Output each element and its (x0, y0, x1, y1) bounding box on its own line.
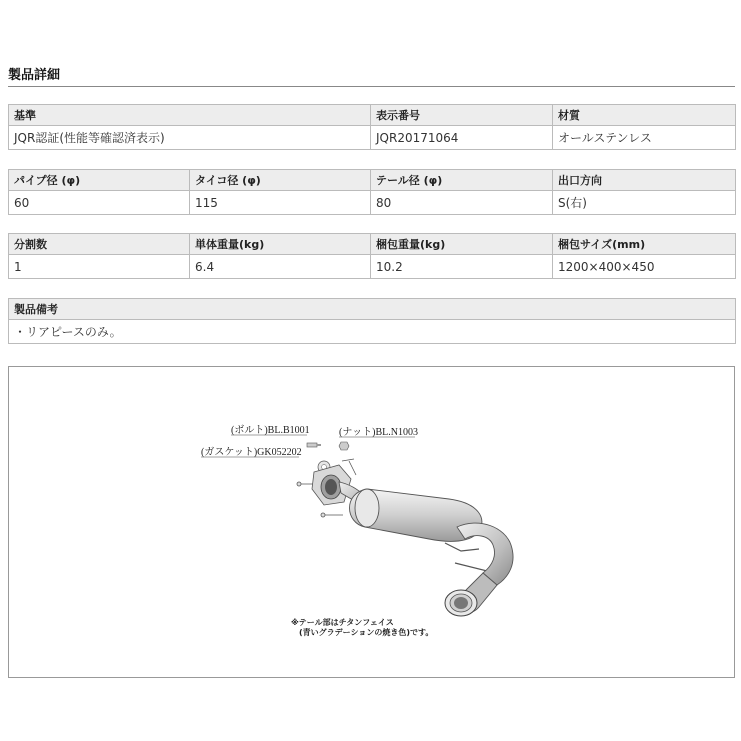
title-divider (8, 86, 735, 87)
page-title: 製品詳細 (8, 68, 61, 83)
bolt-part-icon (307, 443, 321, 447)
spec-table-standard (8, 104, 736, 150)
note-line-1: ※テール部はチタンフェイス (291, 618, 394, 627)
header-pieces: 分割数 (9, 234, 190, 255)
header-standard: 基準 (9, 105, 371, 126)
note-line-2: (青いグラデーションの焼き色)です。 (299, 628, 434, 637)
label-nut: (ナット)BL.N1003 (339, 427, 418, 438)
value-remarks: ・リアピースのみ。 (9, 320, 736, 344)
value-display-number: JQR20171064 (371, 126, 553, 150)
header-packed-weight: 梱包重量(kg) (371, 234, 553, 255)
header-package-size: 梱包サイズ(mm) (553, 234, 736, 255)
value-exit-direction: S(右) (553, 191, 736, 215)
value-muffler-diameter: 115 (190, 191, 371, 215)
value-packed-weight: 10.2 (371, 255, 553, 279)
exhaust-diagram (9, 367, 736, 679)
nut-part-icon (339, 442, 349, 450)
value-tail-diameter: 80 (371, 191, 553, 215)
spec-table-dimensions (8, 169, 736, 215)
value-pieces: 1 (9, 255, 190, 279)
value-material: オールステンレス (553, 126, 736, 150)
header-muffler-diameter: タイコ径 (φ) (190, 170, 371, 191)
tail-tip-icon (445, 573, 497, 616)
label-bolt: (ボルト)BL.B1001 (231, 425, 310, 436)
header-display-number: 表示番号 (371, 105, 553, 126)
header-unit-weight: 単体重量(kg) (190, 234, 371, 255)
value-unit-weight: 6.4 (190, 255, 371, 279)
value-pipe-diameter: 60 (9, 191, 190, 215)
header-material: 材質 (553, 105, 736, 126)
product-figure (8, 366, 735, 678)
label-gasket: (ガスケット)GK052202 (201, 447, 302, 458)
value-package-size: 1200×400×450 (553, 255, 736, 279)
header-remarks: 製品備考 (9, 299, 736, 320)
header-pipe-diameter: パイプ径 (φ) (9, 170, 190, 191)
value-standard: JQR認証(性能等確認済表示) (9, 126, 371, 150)
spec-table-remarks (8, 298, 736, 344)
header-exit-direction: 出口方向 (553, 170, 736, 191)
header-tail-diameter: テール径 (φ) (371, 170, 553, 191)
spec-table-weights (8, 233, 736, 279)
